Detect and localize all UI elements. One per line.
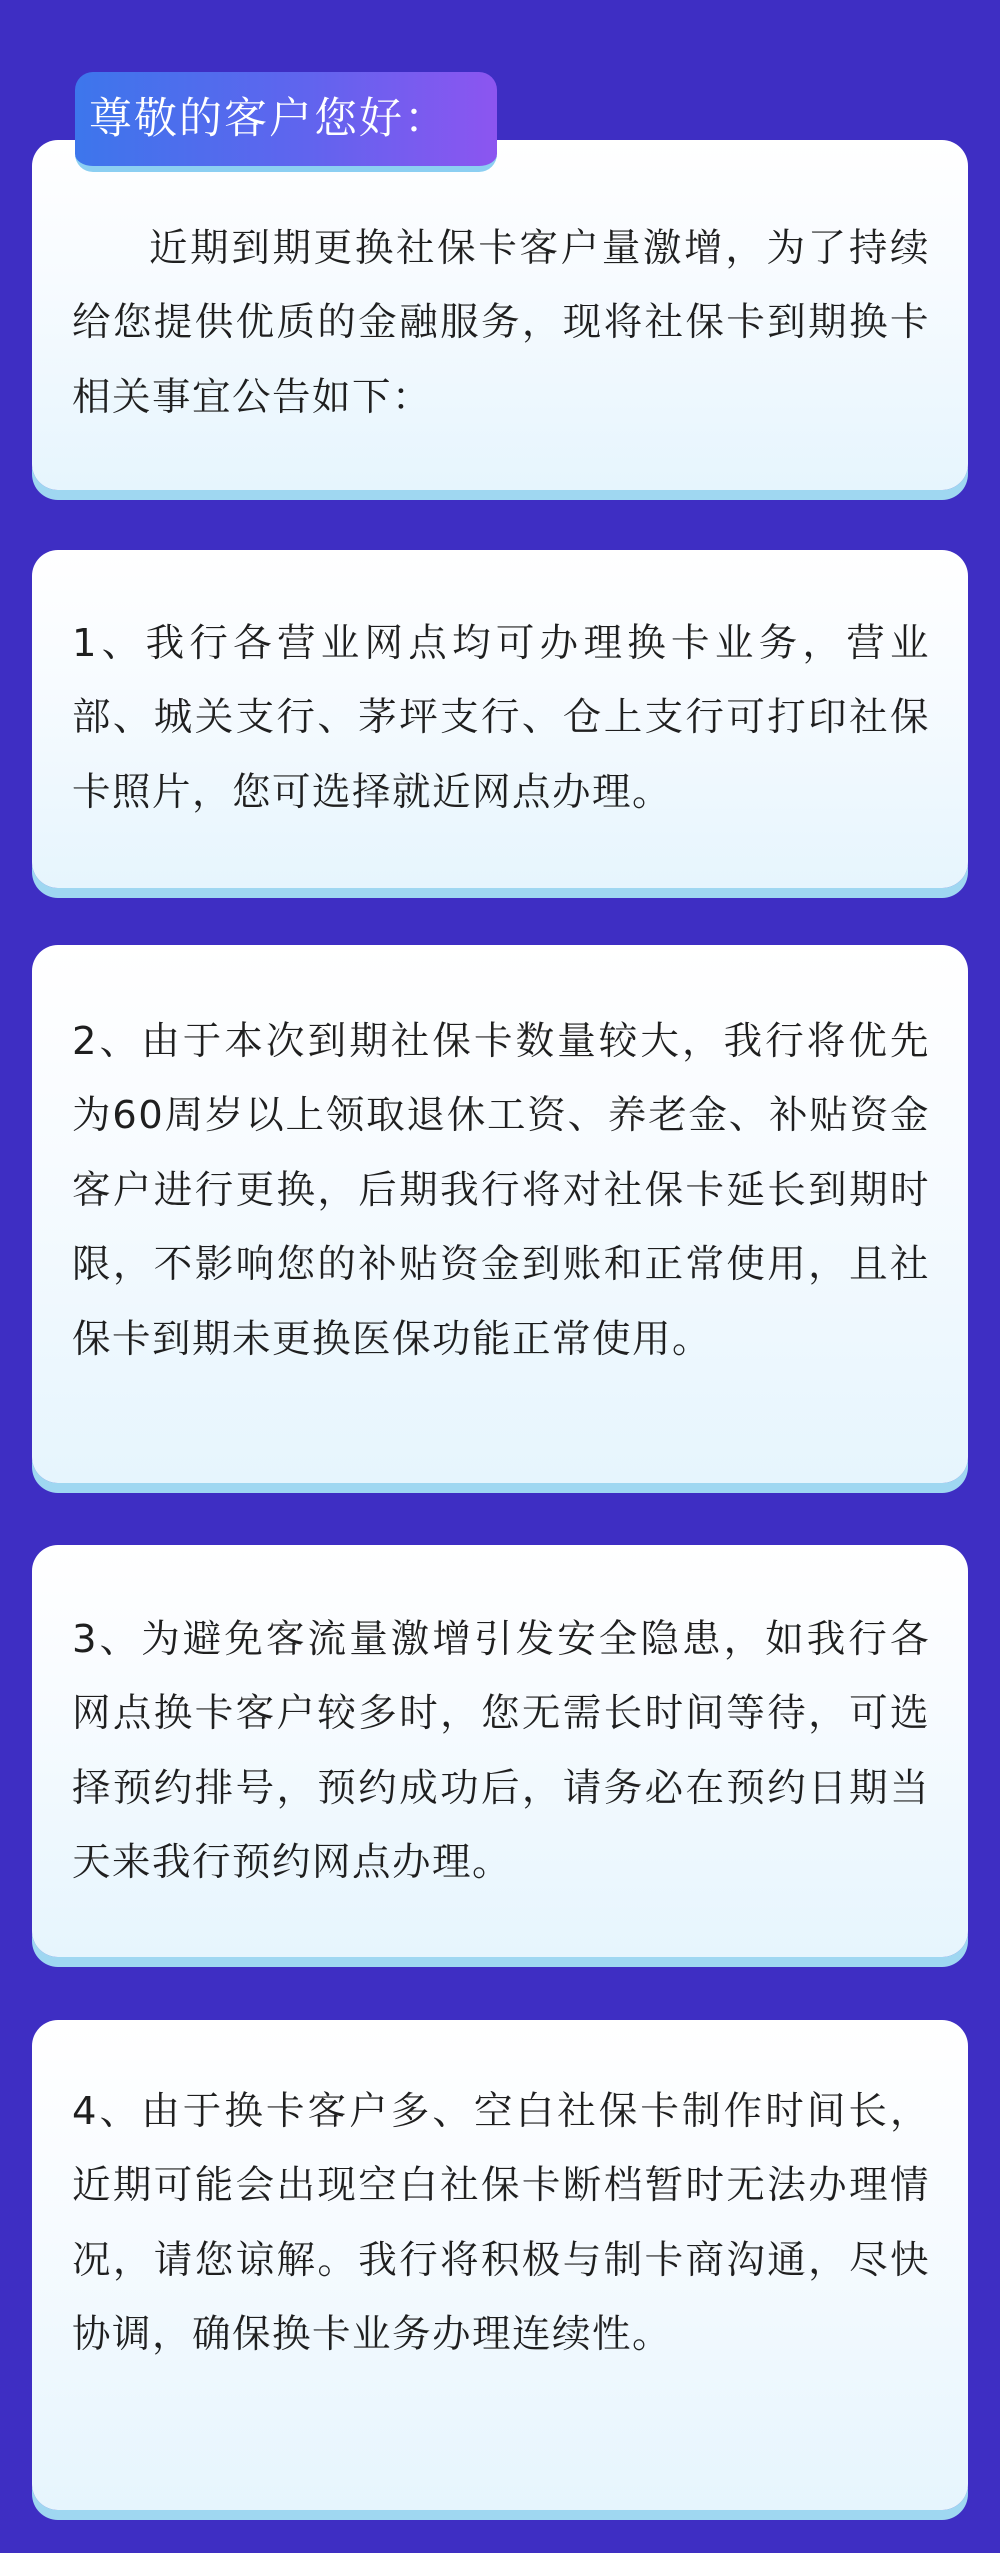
notice-item-2-text: 2、由于本次到期社保卡数量较大，我行将优先为60周岁以上领取退休工资、养老金、补贴资金客户进行更换，后期我行将对社保卡延长到期时限，不影响您的补贴资金到账和正常使用，且社保卡到期未更换医保功能正常使用。 (72, 1019, 930, 1362)
intro-card (32, 140, 968, 490)
notice-item-3-text: 3、为避免客流量激增引发安全隐患，如我行各网点换卡客户较多时，您无需长时间等待，可选择预约排号，预约成功后，请务必在预约日期当天来我行预约网点办理。 (72, 1617, 930, 1886)
notice-item-4-text: 4、由于换卡客户多、空白社保卡制作时间长，近期可能会出现空白社保卡断档暂时无法办理情况，请您谅解。我行将积极与制卡商沟通，尽快协调，确保换卡业务办理连续性。 (72, 2089, 930, 2358)
notice-card-4 (32, 2020, 968, 2510)
intro-text: 近期到期更换社保卡客户量激增，为了持续给您提供优质的金融服务，现将社保卡到期换卡相关事宜公告如下： (72, 226, 930, 420)
notice-item-1-text: 1、我行各营业网点均可办理换卡业务，营业部、城关支行、茅坪支行、仓上支行可打印社保卡照片，您可选择就近网点办理。 (72, 621, 930, 815)
notice-card-1 (32, 550, 968, 888)
greeting-badge: 尊敬的客户您好： (75, 72, 497, 172)
notice-card-2 (32, 945, 968, 1483)
notice-card-3 (32, 1545, 968, 1957)
